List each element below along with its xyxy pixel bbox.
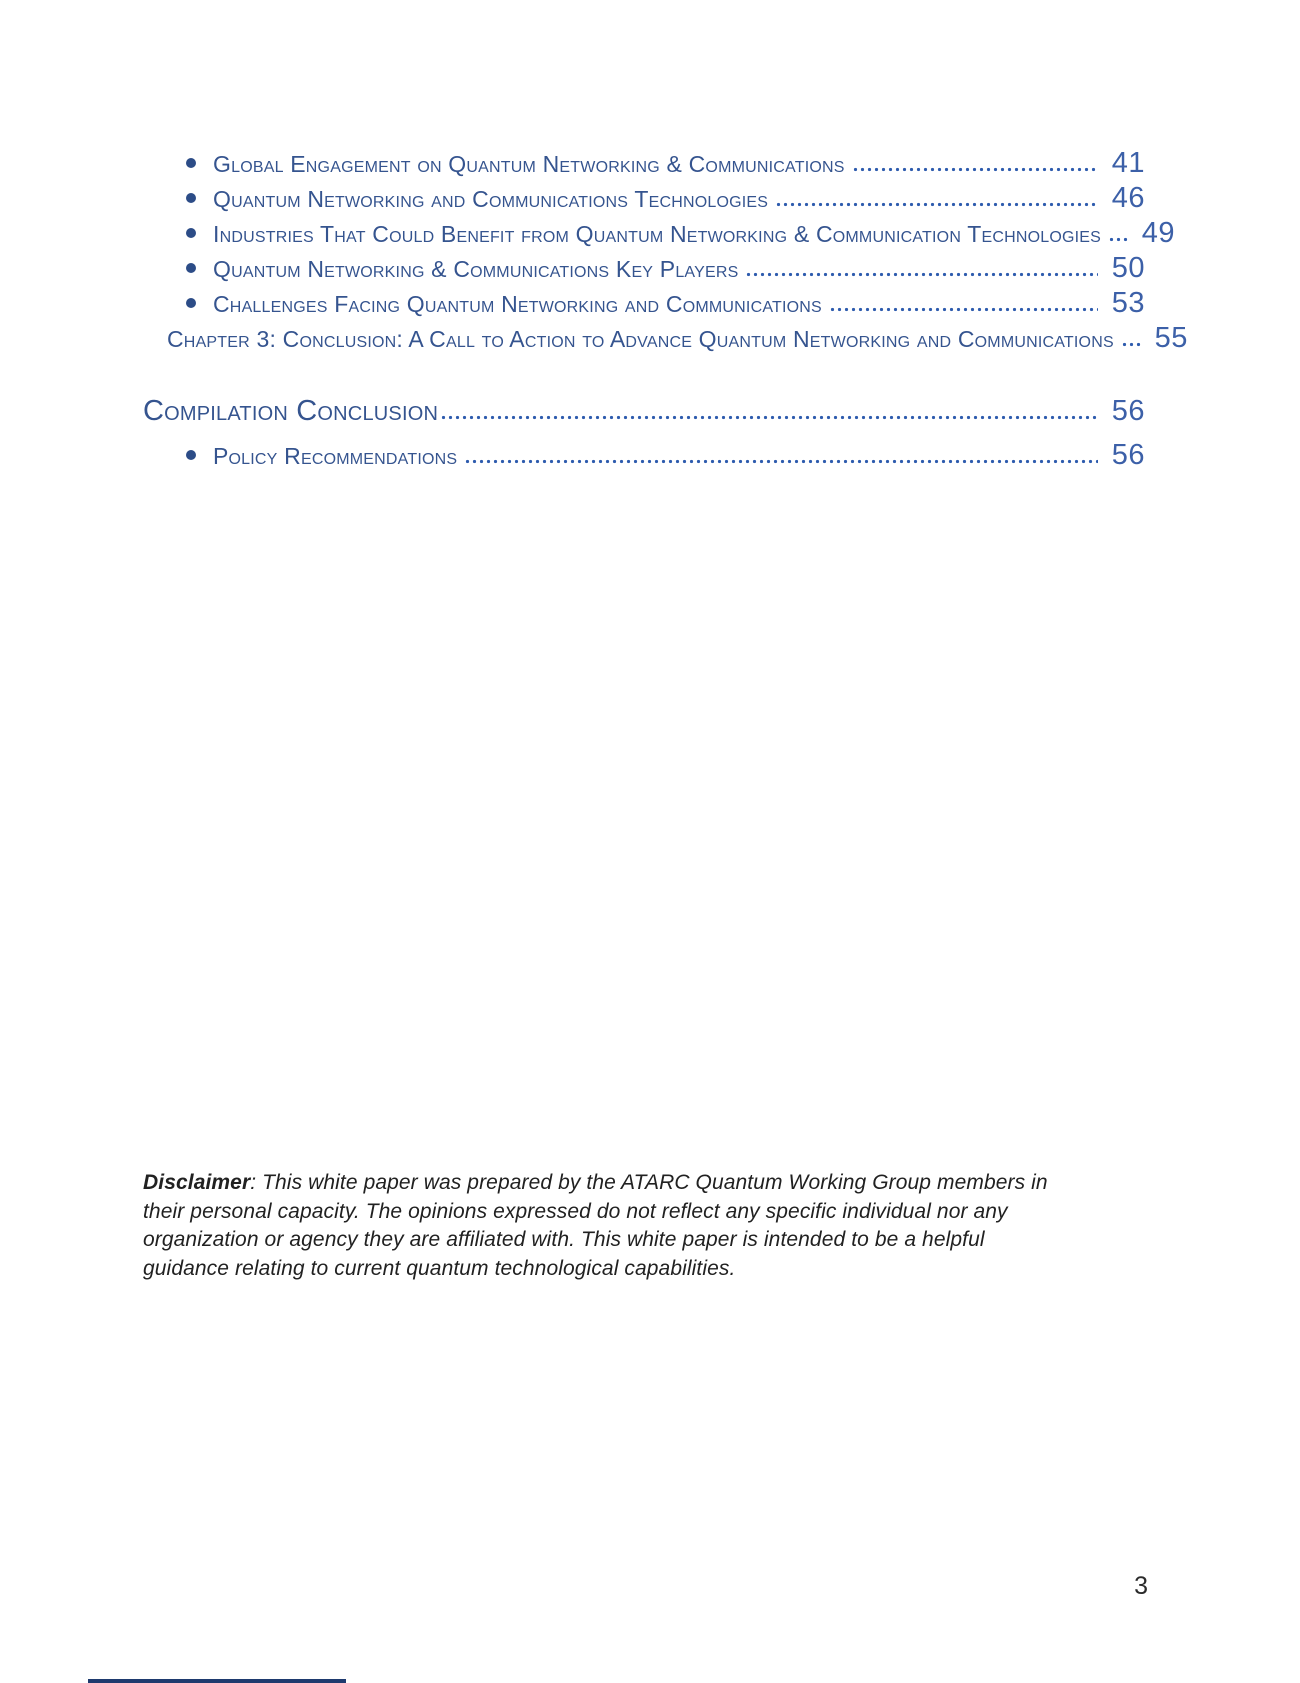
toc-entry-label: Challenges Facing Quantum Networking and Communications: [213, 291, 822, 317]
page-content: [143, 0, 1188, 1304]
toc-entry-page-number: 56: [1111, 395, 1145, 427]
disclaimer-paragraph: [143, 1169, 1063, 1283]
toc-entry-label: Quantum Networking & Communications Key Players: [213, 256, 739, 282]
toc-entry-label: Industries That Could Benefit from Quantum Networking & Communication Technologies: [213, 221, 1102, 247]
dotted-leader: [440, 415, 1098, 420]
dotted-leader: [829, 307, 1098, 312]
bullet-icon: [186, 450, 196, 460]
toc-entry-page-number: 56: [1111, 439, 1145, 471]
toc-entry-page-number: 46: [1111, 182, 1145, 214]
bullet-icon: [186, 158, 196, 168]
disclaimer-text: : This white paper was prepared by the ATARC Quantum Working Group members in their personal capacity. The opinions expressed do not reflect any specific individual nor any organization or agency they are affiliated with. This white paper is intended to be a helpful guidance relating to current quantum technological capabilities.: [143, 1171, 1048, 1280]
dotted-leader: [775, 202, 1098, 207]
page-number: 3: [1134, 1572, 1148, 1600]
toc-entry-global-engagement[interactable]: [143, 147, 1145, 179]
toc-entry-page-number: 41: [1111, 147, 1145, 179]
toc-entry-label: Chapter 3: Conclusion: A Call to Action to Advance Quantum Networking and Communications: [167, 326, 1114, 352]
bullet-icon: [186, 298, 196, 308]
dotted-leader: [1108, 237, 1128, 242]
footer-accent-bar: [88, 1679, 346, 1683]
toc-entry-challenges[interactable]: [143, 287, 1145, 319]
dotted-leader: [745, 272, 1098, 277]
toc-entry-label: Quantum Networking and Communications Technologies: [213, 186, 769, 212]
toc-heading-label: Compilation Conclusion: [143, 395, 439, 427]
dotted-leader: [852, 167, 1098, 172]
toc-entry-page-number: 55: [1154, 322, 1188, 354]
toc-entry-label: Global Engagement on Quantum Networking & Communications: [213, 151, 845, 177]
toc-entry-qnc-technologies[interactable]: [143, 182, 1145, 214]
toc-entry-page-number: 49: [1141, 217, 1176, 249]
toc-entry-page-number: 53: [1111, 287, 1145, 319]
toc-entry-industries-benefit[interactable]: [143, 217, 1176, 249]
bullet-icon: [186, 228, 196, 238]
disclaimer-label: Disclaimer: [143, 1171, 251, 1194]
dotted-leader: [1121, 342, 1141, 347]
toc-entry-chapter3[interactable]: [143, 322, 1188, 354]
toc-entry-compilation-conclusion[interactable]: [143, 392, 1145, 430]
toc-entry-label: Policy Recommendations: [213, 443, 458, 469]
toc-entry-policy-recommendations[interactable]: [143, 439, 1145, 471]
bullet-icon: [186, 193, 196, 203]
toc-entry-page-number: 50: [1111, 252, 1145, 284]
toc-entry-key-players[interactable]: [143, 252, 1145, 284]
dotted-leader: [464, 459, 1098, 464]
bullet-icon: [186, 263, 196, 273]
table-of-contents: [143, 147, 1188, 471]
